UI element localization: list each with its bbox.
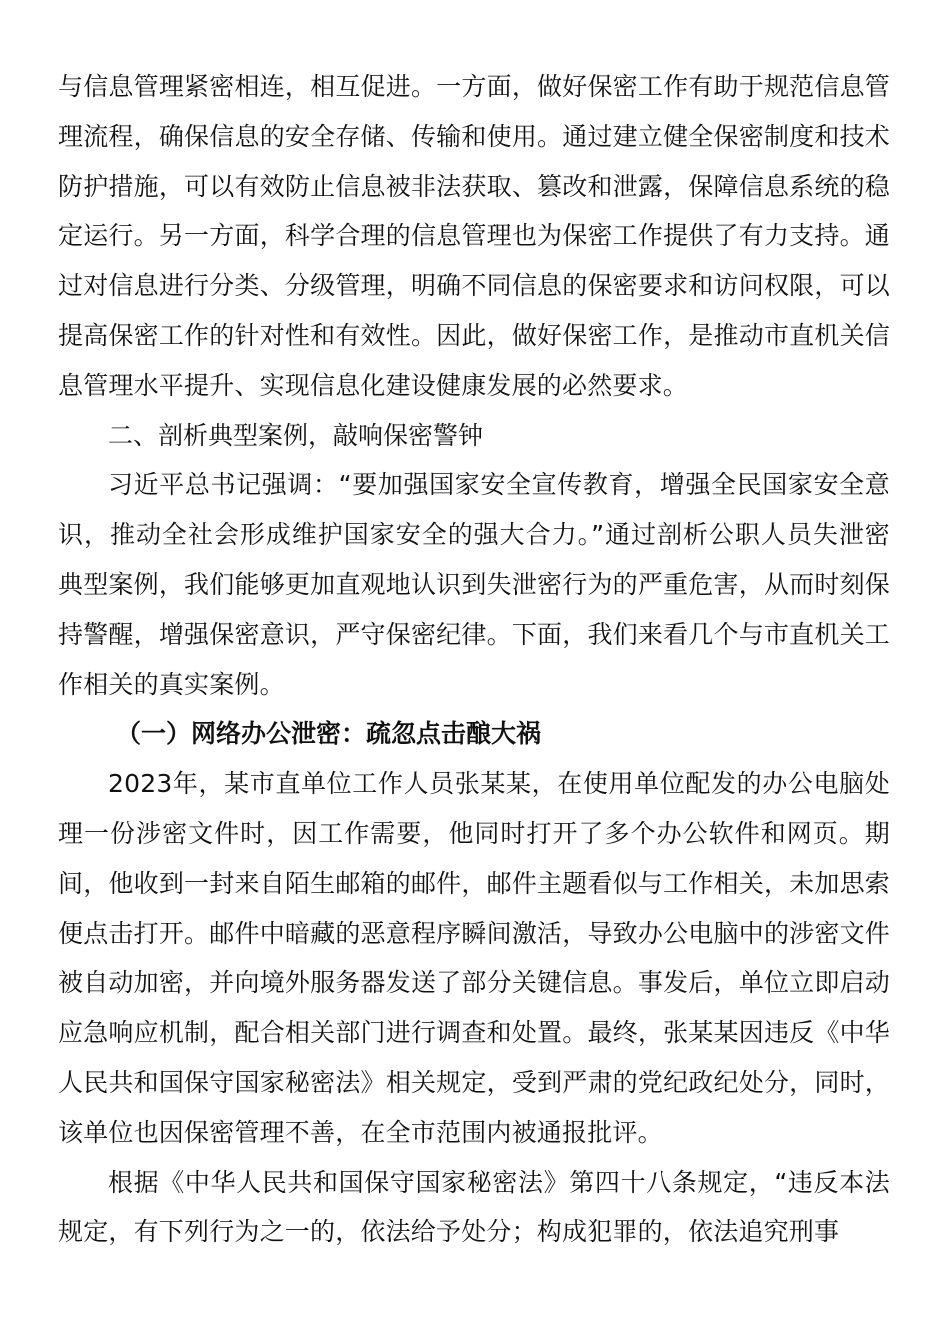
section-heading-case-analysis: 二、剖析典型案例，敲响保密警钟 bbox=[108, 420, 484, 450]
subsection-heading-network-leak: （一）网络办公泄密：疏忽点击酿大祸 bbox=[116, 719, 542, 749]
paragraph-law-article-48: 根据《中华人民共和国保守国家秘密法》第四十八条规定，“违反本法规定，有下列行为之一的，依法给予处分；构成犯罪的，依法追究刑事 bbox=[58, 1167, 890, 1247]
document-body bbox=[58, 62, 890, 1257]
paragraph-case-2023: 2023年，某市直单位工作人员张某某，在使用单位配发的办公电脑处理一份涉密文件时，因工作需要，他同时打开了多个办公软件和网页。期间，他收到一封来自陌生邮箱的邮件，邮件主题看似与工作相关，未加思索便点击打开。邮件中暗藏的恶意程序瞬间激活，导致办公电脑中的涉密文件被自动加密，并向境外服务器发送了部分关键信息。事发后，单位立即启动应急响应机制，配合相关部门进行调查和处置。最终，张某某因违反《中华人民共和国保守国家秘密法》相关规定，受到严肃的党纪政纪处分，同时，该单位也因保密管理不善，在全市范围内被通报批评。 bbox=[58, 769, 890, 1147]
paragraph-xi-quote: 习近平总书记强调：“要加强国家安全宣传教育，增强全民国家安全意识，推动全社会形成维护国家安全的强大合力。”通过剖析公职人员失泄密典型案例，我们能够更加直观地认识到失泄密行为的严重危害，从而时刻保持警醒，增强保密意识，严守保密纪律。下面，我们来看几个与市直机关工作相关的真实案例。 bbox=[58, 470, 890, 699]
paragraph-info-management: 与信息管理紧密相连，相互促进。一方面，做好保密工作有助于规范信息管理流程，确保信息的安全存储、传输和使用。通过建立健全保密制度和技术防护措施，可以有效防止信息被非法获取、篡改和泄露，保障信息系统的稳定运行。另一方面，科学合理的信息管理也为保密工作提供了有力支持。通过对信息进行分类、分级管理，明确不同信息的保密要求和访问权限，可以提高保密工作的针对性和有效性。因此，做好保密工作，是推动市直机关信息管理水平提升、实现信息化建设健康发展的必然要求。 bbox=[58, 72, 890, 400]
